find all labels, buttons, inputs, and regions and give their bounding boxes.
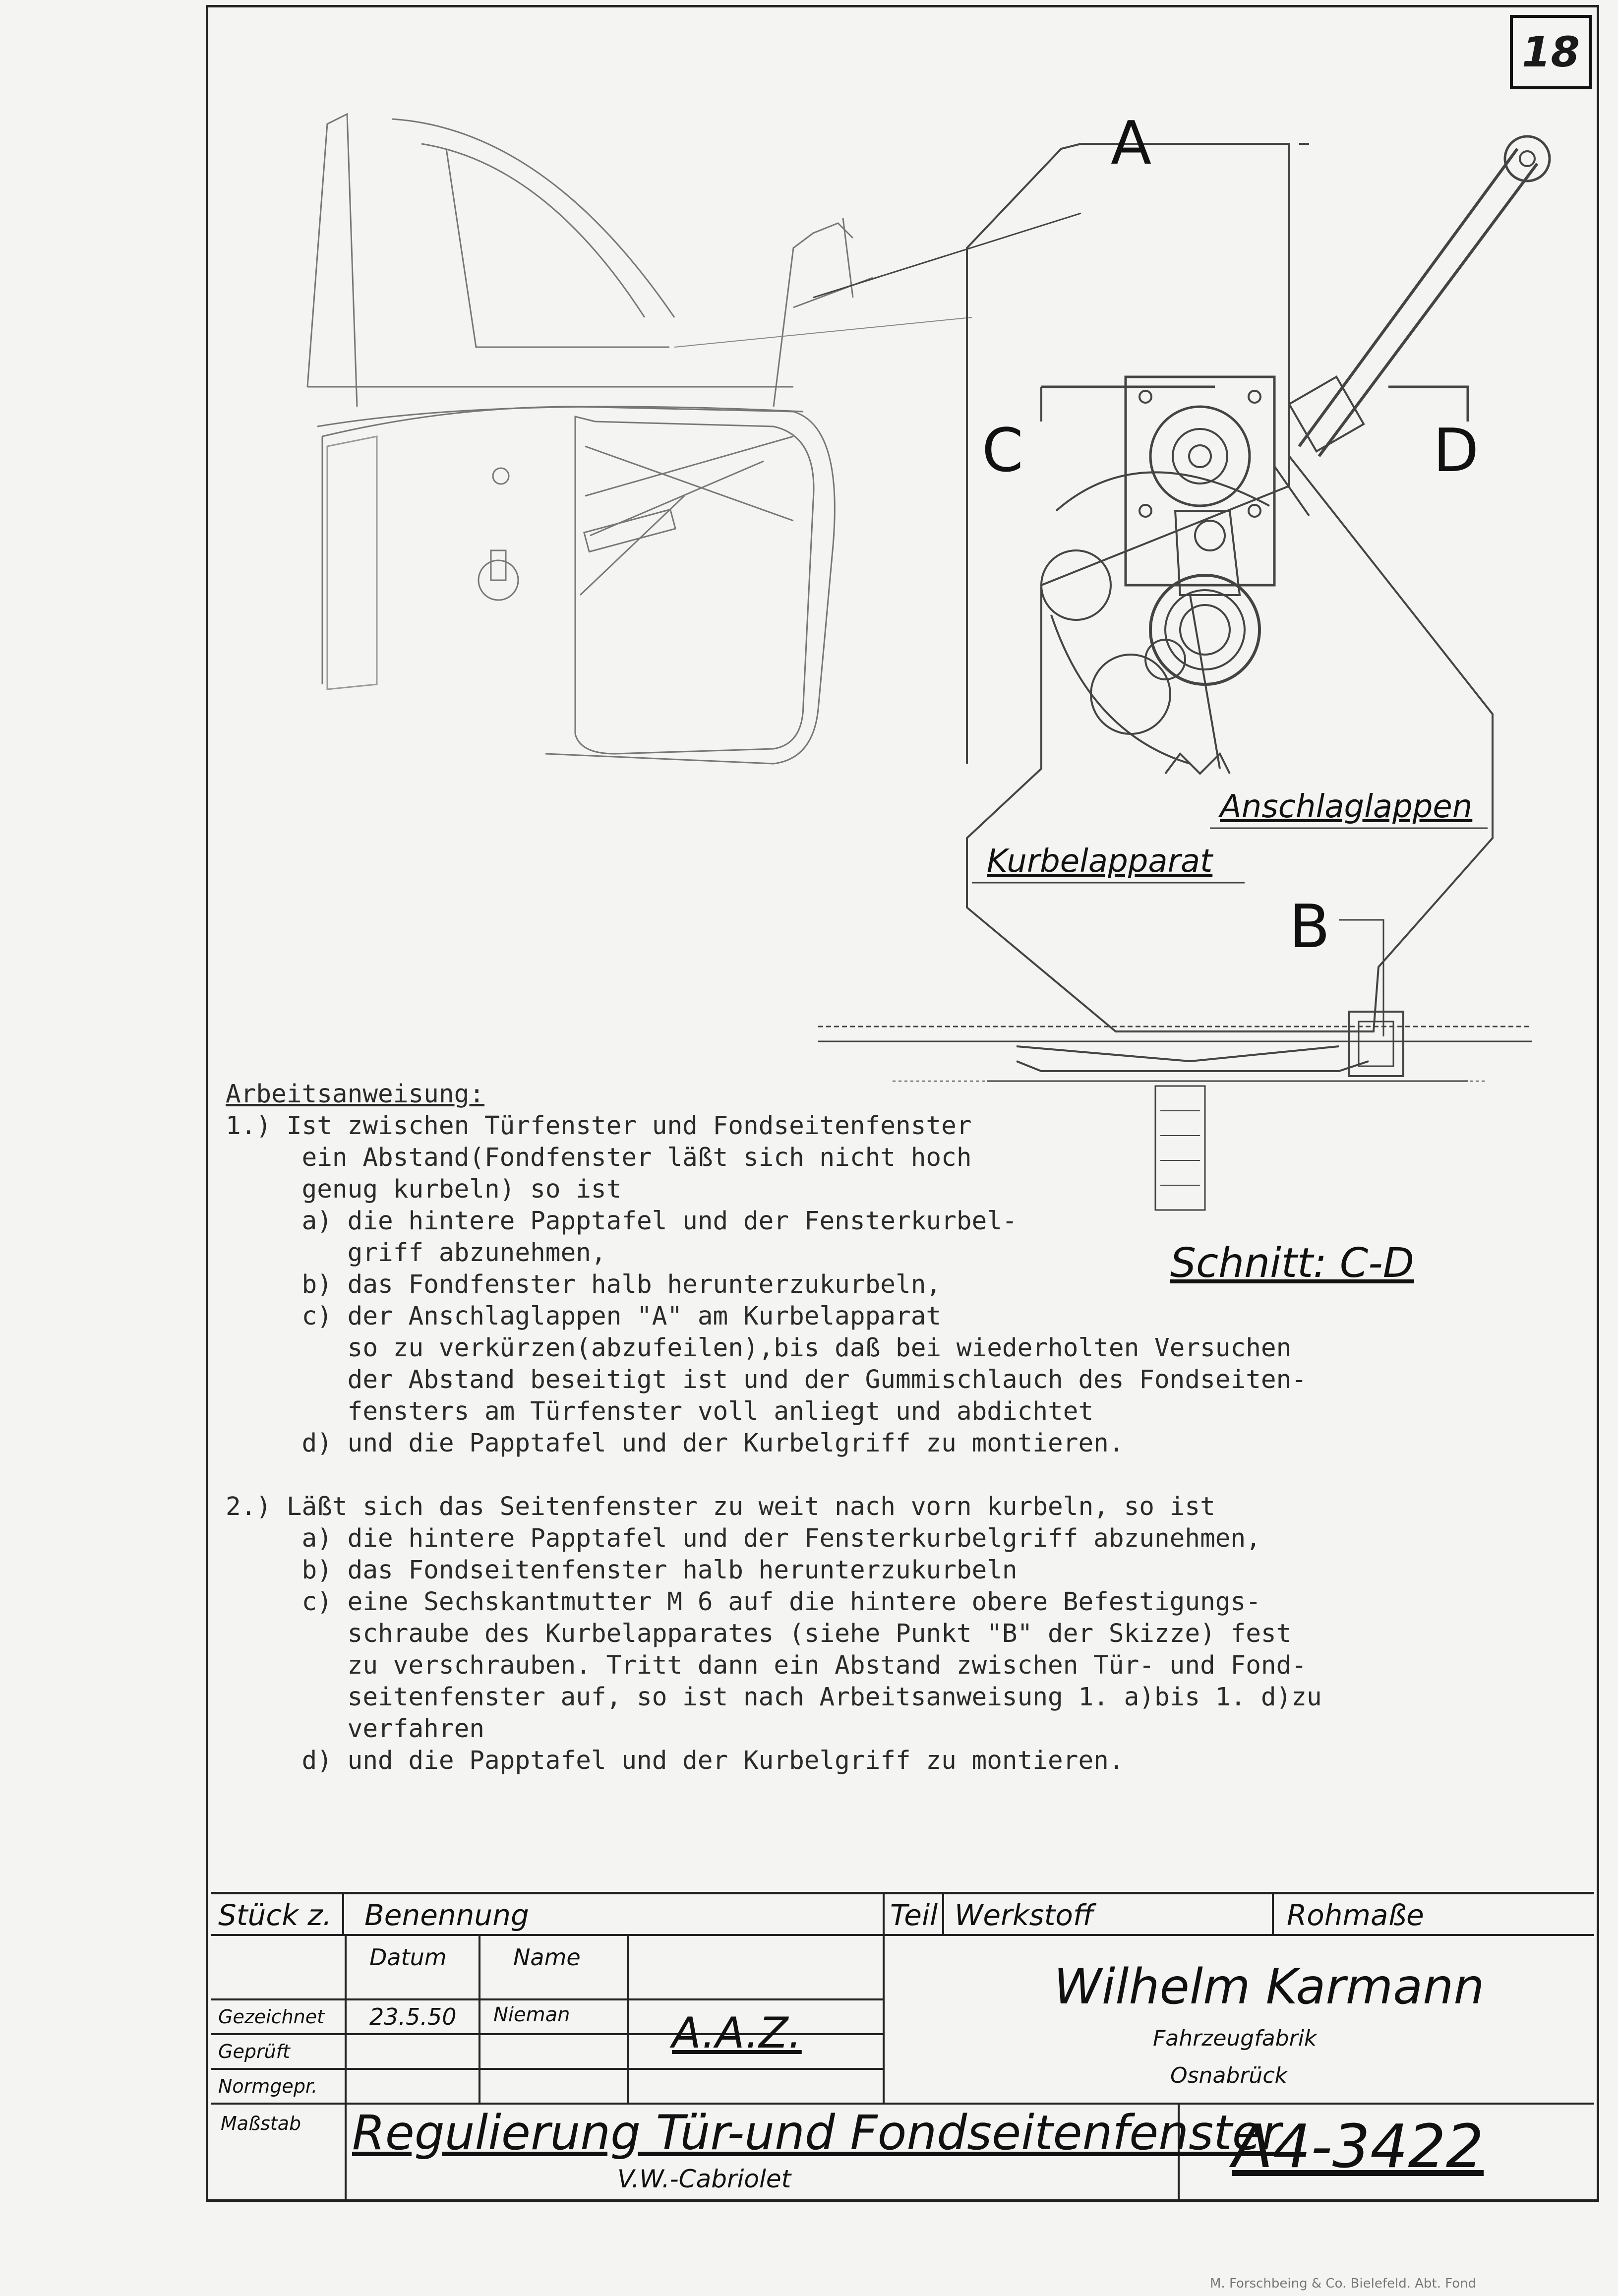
work-instructions — [226, 1079, 1500, 1777]
printer-stamp: M. Forschbeing & Co. Bielefeld. Abt. Fond — [1210, 2276, 1477, 2291]
header-datum: Datum — [369, 1944, 447, 1971]
label-section-c: C — [982, 417, 1023, 485]
page-number: 18 — [1510, 15, 1592, 89]
instruction-line: c) eine Sechskantmutter M 6 auf die hintere obere Befestigungs- — [226, 1587, 1261, 1617]
instruction-line: schraube des Kurbelapparates (siehe Punkt "B" der Skizze) fest — [226, 1619, 1292, 1648]
instruction-line: zu verschrauben. Tritt dann ein Abstand zwischen Tür- und Fond- — [226, 1651, 1307, 1680]
instruction-line: ein Abstand(Fondfenster läßt sich nicht hoch — [226, 1143, 972, 1172]
label-section-a: A — [1111, 109, 1152, 178]
label-gezeichnet: Gezeichnet — [218, 2006, 325, 2028]
label-kurbelapparat: Kurbelapparat — [987, 843, 1213, 880]
instruction-line: 1.) Ist zwischen Türfenster und Fondseitenfenster — [226, 1111, 972, 1141]
instruction-line: griff abzunehmen, — [226, 1238, 606, 1268]
instruction-line: seitenfenster auf, so ist nach Arbeitsanweisung 1. a)bis 1. d)zu — [226, 1683, 1322, 1712]
instruction-line: verfahren — [226, 1714, 484, 1744]
label-normgepr: Normgepr. — [218, 2075, 318, 2097]
date-value: 23.5.50 — [369, 2003, 457, 2030]
label-section-d: D — [1433, 417, 1479, 485]
header-rohmasse: Rohmaße — [1287, 1898, 1424, 1932]
instruction-line: c) der Anschlaglappen "A" am Kurbelapparat — [226, 1302, 942, 1331]
company-sub2: Osnabrück — [1170, 2063, 1287, 2088]
title-block — [211, 1892, 1594, 2197]
drawing-number: A4-3422 — [1232, 2113, 1484, 2181]
header-teil: Teil — [890, 1898, 938, 1932]
label-anschlaglappen: Anschlaglappen — [1220, 788, 1473, 825]
company-name: Wilhelm Karmann — [1054, 1959, 1485, 2015]
header-werkstoff: Werkstoff — [955, 1898, 1094, 1932]
header-name: Name — [513, 1944, 581, 1971]
instruction-line: b) das Fondfenster halb herunterzukurbeln, — [226, 1270, 942, 1299]
header-stueckz: Stück z. — [218, 1898, 332, 1932]
drawing-title: Regulierung Tür-und Fondseitenfenster — [352, 2105, 1281, 2161]
signature: Nieman — [493, 2003, 570, 2026]
instruction-line: der Abstand beseitigt ist und der Gummischlauch des Fondseiten- — [226, 1365, 1307, 1394]
instructions-title: Arbeitsanweisung: — [226, 1080, 484, 1109]
header-benennung: Benennung — [364, 1898, 529, 1932]
instruction-line: 2.) Läßt sich das Seitenfenster zu weit nach vorn kurbeln, so ist — [226, 1492, 1215, 1521]
aaz-mark: A.A.Z. — [672, 2008, 802, 2058]
instruction-line: a) die hintere Papptafel und der Fensterkurbel- — [226, 1207, 1018, 1236]
instruction-line: d) und die Papptafel und der Kurbelgriff zu montieren. — [226, 1746, 1124, 1775]
instruction-line — [226, 1459, 1500, 1491]
drawing-subtitle: V.W.-Cabriolet — [617, 2165, 791, 2193]
label-geprueft: Geprüft — [218, 2041, 290, 2062]
instruction-line: b) das Fondseitenfenster halb herunterzukurbeln — [226, 1556, 1018, 1585]
instruction-line: so zu verkürzen(abzufeilen),bis daß bei wiederholten Versuchen — [226, 1333, 1292, 1363]
company-sub1: Fahrzeugfabrik — [1153, 2026, 1317, 2051]
label-schnitt: Schnitt: C-D — [1170, 1240, 1414, 1287]
door-perspective-view — [307, 114, 873, 764]
instruction-line: genug kurbeln) so ist — [226, 1175, 622, 1204]
detail-outline — [967, 144, 1493, 1031]
instruction-line: d) und die Papptafel und der Kurbelgriff zu montieren. — [226, 1429, 1124, 1458]
label-massstab: Maßstab — [221, 2113, 301, 2134]
instruction-line: fensters am Türfenster voll anliegt und abdichtet — [226, 1397, 1094, 1426]
label-section-b: B — [1289, 893, 1330, 962]
instruction-line: a) die hintere Papptafel und der Fensterkurbelgriff abzunehmen, — [226, 1524, 1261, 1553]
